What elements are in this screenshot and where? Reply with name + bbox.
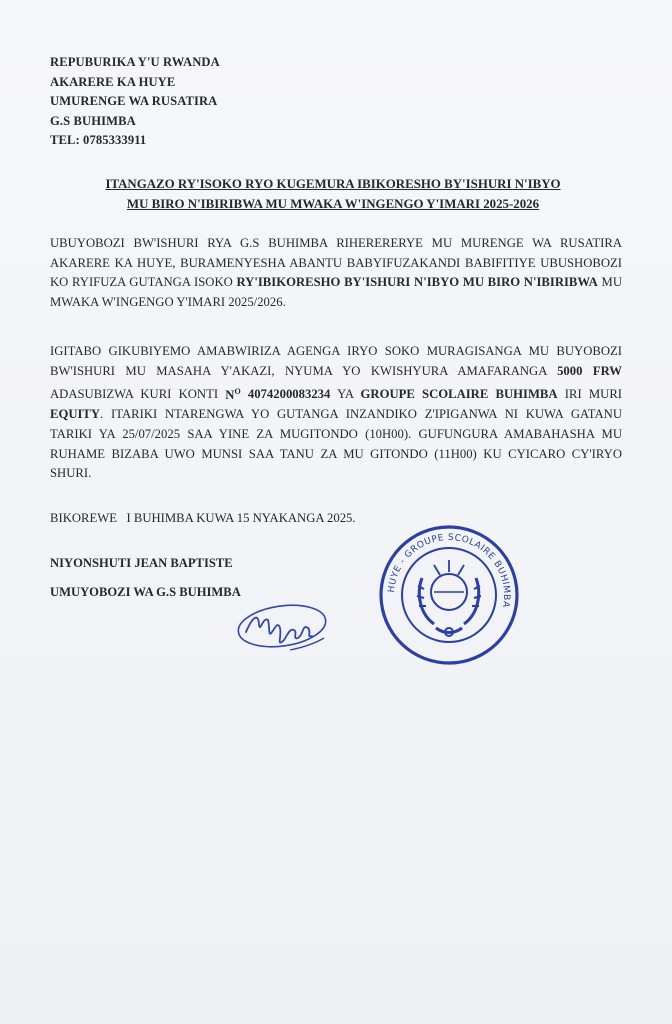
paragraph-text: MU MWAKA W'INGENGO Y'IMARI 2025/2026. — [50, 275, 622, 310]
paragraph-text: . ITARIKI NTARENGWA YO GUTANGA INZANDIKO Z'IPIGANWA NI KUWA GATANU TARIKI YA 25/07/2025 SAA YINE ZA MUGITONDO (10H00). GUFUNGURA AMABAHASHA MU RUHAME BIZABA UWO MUNSI SAA TANU ZA MU GITONDO (11H00) KU CYICARO CY'IRYO SHURI. — [50, 407, 622, 481]
svg-text:HUYE - GROUPE SCOLAIRE BUHIMBA — [377, 521, 515, 633]
letterhead-district: AKARERE KA HUYE — [50, 74, 176, 89]
notice-title — [50, 175, 616, 214]
paragraph-text: IGITABO GIKUBIYEMO AMABWIRIZA AGENGA IRYO SOKO MURAGISANGA MU BUYOBOZI BW'ISHURI MU MASAHA Y'AKAZI, NYUMA YO KWISHYURA AMAFARANGA — [50, 344, 622, 378]
account-number: 4074200083234 — [240, 387, 331, 402]
closing-line: BIKOREWE I BUHIMBA KUWA 15 NYAKANGA 2025. — [50, 511, 356, 525]
paragraph-instructions — [50, 342, 622, 484]
fee-amount: 5000 FRW — [557, 363, 622, 378]
paragraph-announcement — [50, 234, 622, 313]
paragraph-text: YA — [330, 387, 361, 402]
signatory-name: NIYONSHUTI JEAN BAPTISTE — [50, 556, 233, 570]
stamp-ring-text: HUYE - GROUPE SCOLAIRE BUHIMBA — [386, 532, 512, 609]
letterhead-sector: UMURENGE WA RUSATIRA — [50, 94, 218, 108]
school-name: GROUPE SCOLAIRE BUHIMBA — [360, 387, 558, 402]
notice-title-line-2: MU BIRO N'IBIRIBWA MU MWAKA W'INGENGO Y'IMARI 2025-2026 — [126, 196, 540, 211]
account-label: $N^O$ — [225, 386, 241, 402]
bank-name: EQUITY — [50, 407, 101, 422]
letterhead-school: G.S BUHIMBA — [50, 113, 136, 128]
notice-title-line-1: ITANGAZO RY'ISOKO RYO KUGEMURA IBIKORESHO BY'ISHURI N'IBYO — [105, 177, 561, 191]
handwritten-signature — [232, 598, 332, 656]
letterhead — [50, 53, 220, 151]
school-stamp — [374, 520, 524, 670]
paragraph-text: ADASUBIZWA KURI KONTI — [50, 387, 226, 402]
paragraph-bold-text: RY'IBIKORESHO BY'ISHURI N'IBYO MU BIRO N'IBIRIBWA — [236, 275, 598, 290]
paragraph-text: UBUYOBOZI BW'ISHURI RYA G.S BUHIMBA RIHERERERYE MU MURENGE WA RUSATIRA AKARERE KA HUYE, BURAMENYESHA ABANTU BABYIFUZAKANDI BABIFITIYE UBUSHOBOZI KO RYIFUZA GUTANGA ISOKO — [50, 236, 622, 290]
paragraph-text: IRI MURI — [557, 387, 623, 402]
signatory-role: UMUYOBOZI WA G.S BUHIMBA — [50, 585, 241, 599]
letterhead-phone: TEL: 0785333911 — [50, 133, 147, 147]
letterhead-country: REPUBURIKA Y'U RWANDA — [50, 55, 220, 69]
